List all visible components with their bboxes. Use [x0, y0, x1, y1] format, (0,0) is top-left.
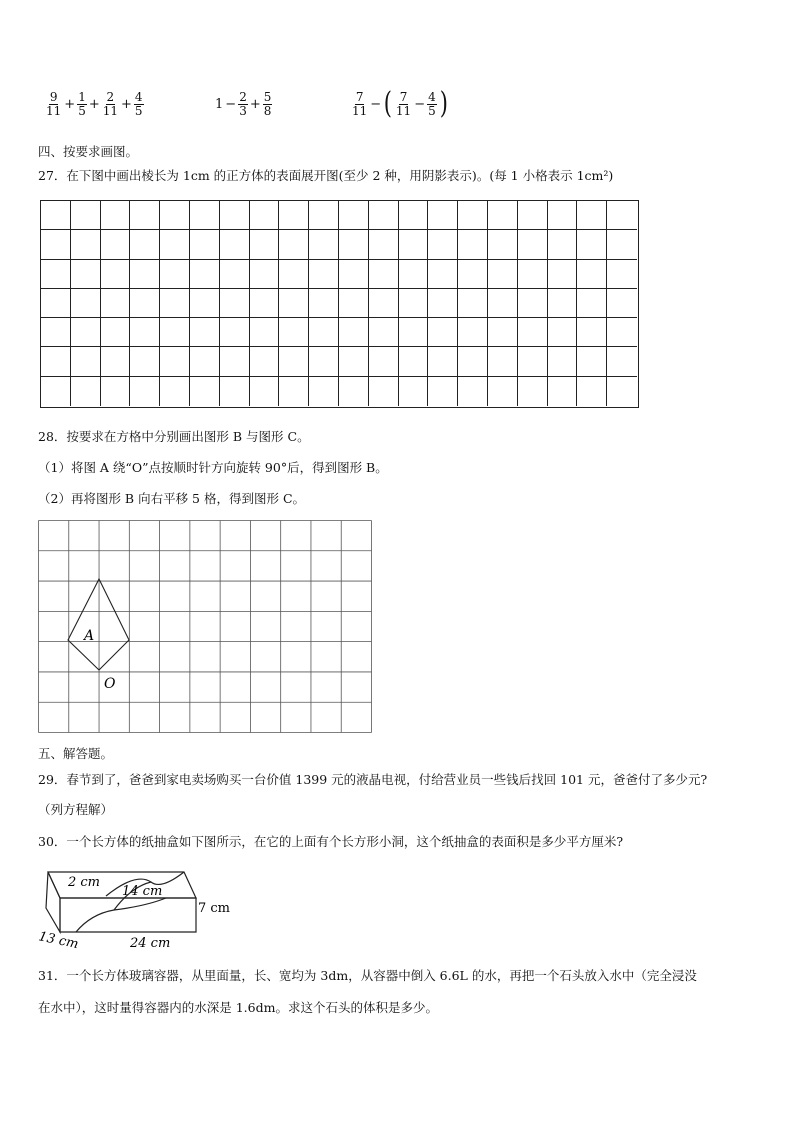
grid-27-cell[interactable]: [399, 318, 429, 347]
grid-27-cell[interactable]: [607, 201, 637, 230]
grid-27-cell[interactable]: [518, 260, 548, 289]
shape-a: [68, 579, 129, 670]
grid-27-cell[interactable]: [369, 289, 399, 318]
grid-27-cell[interactable]: [458, 347, 488, 376]
grid-27-cell[interactable]: [577, 377, 607, 406]
grid-27-cell[interactable]: [458, 201, 488, 230]
operator: −: [414, 96, 426, 112]
grid-27-cell[interactable]: [220, 201, 250, 230]
label-o: O: [104, 676, 116, 692]
grid-27-cell[interactable]: [369, 347, 399, 376]
grid-27-cell[interactable]: [399, 289, 429, 318]
grid-27-cell[interactable]: [250, 260, 280, 289]
grid-27-cell[interactable]: [458, 318, 488, 347]
grid-27-cell[interactable]: [428, 201, 458, 230]
grid-27-cell[interactable]: [220, 260, 250, 289]
grid-27-cell[interactable]: [41, 260, 71, 289]
grid-27-cell[interactable]: [548, 377, 578, 406]
grid-27-cell[interactable]: [369, 377, 399, 406]
grid-27-cell[interactable]: [41, 289, 71, 318]
hole-width-label: 2 cm: [68, 875, 101, 890]
grid-27-cell[interactable]: [309, 260, 339, 289]
grid-27-cell[interactable]: [488, 318, 518, 347]
grid-27-cell[interactable]: [428, 230, 458, 259]
grid-27-cell[interactable]: [160, 347, 190, 376]
grid-27-cell[interactable]: [190, 230, 220, 259]
grid-27-cell[interactable]: [607, 289, 637, 318]
fraction: $\frac{9}{11}$: [46, 89, 62, 118]
grid-27-cell[interactable]: [309, 347, 339, 376]
grid-27-cell[interactable]: [41, 347, 71, 376]
grid-27-cell[interactable]: [399, 377, 429, 406]
question-31-line-1: 31．一个长方体玻璃容器，从里面量，长、宽均为 3dm，从容器中倒入 6.6L 的水，再把一个石头放入水中（完全浸没: [38, 968, 697, 983]
grid-27-cell[interactable]: [428, 318, 458, 347]
grid-27-cell[interactable]: [548, 230, 578, 259]
grid-27-cell[interactable]: [518, 230, 548, 259]
grid-27-cell[interactable]: [71, 260, 101, 289]
grid-27-cell[interactable]: [250, 318, 280, 347]
operator: −: [225, 96, 237, 112]
grid-27-cell[interactable]: [488, 230, 518, 259]
grid-27-cell[interactable]: [548, 260, 578, 289]
expression-3: [350, 86, 449, 122]
tissue-box-figure: [36, 862, 246, 952]
left-paren: (: [383, 86, 393, 121]
operator: +: [121, 96, 132, 112]
grid-27-cell[interactable]: [279, 347, 309, 376]
width-label: 13 cm: [37, 929, 80, 952]
grid-27-cell[interactable]: [339, 377, 369, 406]
grid-27-cell[interactable]: [130, 230, 160, 259]
question-28-step-1: （1）将图 A 绕“O”点按顺时针方向旋转 90°后，得到图形 B。: [38, 460, 388, 475]
grid-27-cell[interactable]: [548, 201, 578, 230]
grid-27-cell[interactable]: [190, 289, 220, 318]
grid-27-cell[interactable]: [428, 377, 458, 406]
grid-27-cell[interactable]: [279, 201, 309, 230]
grid-27-cell[interactable]: [41, 230, 71, 259]
fraction: $\frac{2}{3}$: [239, 89, 247, 118]
grid-27-cell[interactable]: [71, 201, 101, 230]
grid-27-cell[interactable]: [309, 230, 339, 259]
question-31-line-2: 在水中），这时量得容器内的水深是 1.6dm。求这个石头的体积是多少。: [38, 1000, 438, 1015]
question-28-step-2: （2）再将图形 B 向右平移 5 格，得到图形 C。: [38, 491, 306, 506]
grid-27-cell[interactable]: [518, 318, 548, 347]
grid-27-cell[interactable]: [101, 230, 131, 259]
grid-27-cell[interactable]: [428, 260, 458, 289]
grid-27-cell[interactable]: [160, 201, 190, 230]
grid-27-cell[interactable]: [518, 347, 548, 376]
operator: +: [88, 96, 100, 112]
grid-27-cell[interactable]: [71, 230, 101, 259]
grid-27-cell[interactable]: [220, 289, 250, 318]
grid-27-cell[interactable]: [250, 347, 280, 376]
grid-27-cell[interactable]: [488, 289, 518, 318]
grid-27-cell[interactable]: [101, 289, 131, 318]
grid-27-cell[interactable]: [279, 289, 309, 318]
grid-27-cell[interactable]: [458, 377, 488, 406]
expression-1: [44, 86, 145, 122]
operator: +: [64, 96, 76, 112]
grid-27-cell[interactable]: [101, 318, 131, 347]
grid-28-svg[interactable]: [38, 520, 372, 733]
grid-27-cell[interactable]: [458, 260, 488, 289]
grid-27-cell[interactable]: [279, 377, 309, 406]
grid-27-cell[interactable]: [339, 260, 369, 289]
grid-27-cell[interactable]: [607, 230, 637, 259]
grid-27-cell[interactable]: [160, 318, 190, 347]
grid-27-cell[interactable]: [250, 289, 280, 318]
grid-27-cell[interactable]: [71, 377, 101, 406]
grid-27-cell[interactable]: [518, 201, 548, 230]
grid-27-cell[interactable]: [279, 318, 309, 347]
grid-27-cell[interactable]: [190, 347, 220, 376]
grid-27-cell[interactable]: [577, 260, 607, 289]
height-label: 7 cm: [198, 901, 231, 916]
grid-27-cell[interactable]: [250, 377, 280, 406]
grid-27-cell[interactable]: [548, 347, 578, 376]
grid-27-cell[interactable]: [160, 230, 190, 259]
grid-27-cell[interactable]: [250, 201, 280, 230]
grid-27-cell[interactable]: [339, 318, 369, 347]
grid-27-cell[interactable]: [130, 347, 160, 376]
grid-27-cell[interactable]: [309, 289, 339, 318]
grid-27-cell[interactable]: [160, 289, 190, 318]
grid-27-cell[interactable]: [130, 260, 160, 289]
grid-27-cell[interactable]: [190, 377, 220, 406]
fraction: $\frac{1}{5}$: [78, 89, 86, 118]
question-28: 28．按要求在方格中分别画出图形 B 与图形 C。: [38, 429, 310, 444]
grid-27-cell[interactable]: [548, 289, 578, 318]
grid-27-cell[interactable]: [399, 201, 429, 230]
section-5-title: 五、解答题。: [38, 746, 114, 761]
grid-27-cell[interactable]: [518, 289, 548, 318]
grid-27[interactable]: [40, 200, 639, 408]
fraction: $\frac{4}{5}$: [428, 89, 436, 118]
grid-27-cell[interactable]: [220, 230, 250, 259]
grid-27-cell[interactable]: [458, 289, 488, 318]
grid-27-cell[interactable]: [101, 347, 131, 376]
grid-27-cell[interactable]: [399, 347, 429, 376]
grid-27-cell[interactable]: [607, 318, 637, 347]
length-label: 24 cm: [130, 936, 171, 951]
grid-27-cell[interactable]: [369, 201, 399, 230]
grid-27-cell[interactable]: [577, 201, 607, 230]
fraction: $\frac{5}{8}$: [263, 89, 272, 118]
fraction: $\frac{4}{5}$: [134, 89, 143, 118]
question-29-hint: （列方程解）: [38, 802, 114, 817]
grid-27-cell[interactable]: [130, 289, 160, 318]
grid-27-cell[interactable]: [130, 318, 160, 347]
grid-27-cell[interactable]: [41, 201, 71, 230]
leading-number: 1: [215, 96, 224, 112]
grid-27-cell[interactable]: [309, 201, 339, 230]
grid-27-cell[interactable]: [577, 230, 607, 259]
grid-27-cell[interactable]: [369, 318, 399, 347]
grid-27-cell[interactable]: [190, 260, 220, 289]
grid-27-cell[interactable]: [250, 230, 280, 259]
label-a: A: [84, 628, 95, 644]
grid-27-cell[interactable]: [399, 230, 429, 259]
grid-27-cell[interactable]: [220, 318, 250, 347]
question-27: 27．在下图中画出棱长为 1cm 的正方体的表面展开图(至少 2 种，用阴影表示)。(每 1 小格表示 1cm²): [38, 168, 614, 183]
grid-27-cell[interactable]: [428, 289, 458, 318]
grid-27-cell[interactable]: [279, 230, 309, 259]
fraction: $\frac{7}{11}$: [395, 89, 412, 118]
grid-27-cell[interactable]: [339, 289, 369, 318]
right-paren: ): [439, 86, 448, 121]
grid-27-cell[interactable]: [71, 347, 101, 376]
grid-27-cell[interactable]: [190, 318, 220, 347]
grid-27-cell[interactable]: [369, 260, 399, 289]
question-29: 29．春节到了，爸爸到家电卖场购买一台价值 1399 元的液晶电视，付给营业员一些钱后找回 101 元，爸爸付了多少元?: [38, 772, 708, 787]
grid-27-cell[interactable]: [428, 347, 458, 376]
grid-27-cell[interactable]: [101, 260, 131, 289]
grid-27-cell[interactable]: [101, 201, 131, 230]
fraction: $\frac{2}{11}$: [102, 89, 119, 118]
grid-27-cell[interactable]: [577, 289, 607, 318]
grid-27-cell[interactable]: [309, 318, 339, 347]
grid-27-cell[interactable]: [488, 347, 518, 376]
grid-27-cell[interactable]: [607, 260, 637, 289]
grid-27-cell[interactable]: [548, 318, 578, 347]
grid-27-cell[interactable]: [130, 201, 160, 230]
grid-27-cell[interactable]: [339, 201, 369, 230]
grid-27-cell[interactable]: [130, 377, 160, 406]
grid-27-cell[interactable]: [160, 260, 190, 289]
grid-27-cell[interactable]: [220, 347, 250, 376]
grid-27-cell[interactable]: [488, 377, 518, 406]
grid-27-cell[interactable]: [607, 347, 637, 376]
grid-27-cell[interactable]: [458, 230, 488, 259]
grid-27-cell[interactable]: [279, 260, 309, 289]
grid-27-cell[interactable]: [577, 318, 607, 347]
grid-27-cell[interactable]: [71, 289, 101, 318]
grid-27-cell[interactable]: [399, 260, 429, 289]
grid-27-cell[interactable]: [339, 347, 369, 376]
grid-27-cell[interactable]: [309, 377, 339, 406]
grid-27-cell[interactable]: [518, 377, 548, 406]
grid-27-cell[interactable]: [160, 377, 190, 406]
hole-length-label: 14 cm: [122, 884, 163, 899]
grid-27-cell[interactable]: [369, 230, 399, 259]
operator: +: [249, 96, 261, 112]
grid-27-cell[interactable]: [577, 347, 607, 376]
grid-27-cell[interactable]: [488, 260, 518, 289]
grid-27-cell[interactable]: [220, 377, 250, 406]
grid-27-cell[interactable]: [101, 377, 131, 406]
grid-27-cell[interactable]: [339, 230, 369, 259]
grid-27-cell[interactable]: [607, 377, 637, 406]
question-30: 30．一个长方体的纸抽盒如下图所示，在它的上面有个长方形小洞，这个纸抽盒的表面积是多少平方厘米?: [38, 834, 624, 849]
grid-28[interactable]: [38, 520, 372, 733]
grid-27-cell[interactable]: [190, 201, 220, 230]
operator: −: [370, 96, 382, 112]
fraction: $\frac{7}{11}$: [352, 89, 368, 118]
grid-27-cell[interactable]: [41, 318, 71, 347]
grid-27-cell[interactable]: [41, 377, 71, 406]
section-4-title: 四、按要求画图。: [38, 144, 139, 159]
grid-27-cell[interactable]: [71, 318, 101, 347]
grid-27-cell[interactable]: [488, 201, 518, 230]
expression-2: [214, 86, 273, 122]
